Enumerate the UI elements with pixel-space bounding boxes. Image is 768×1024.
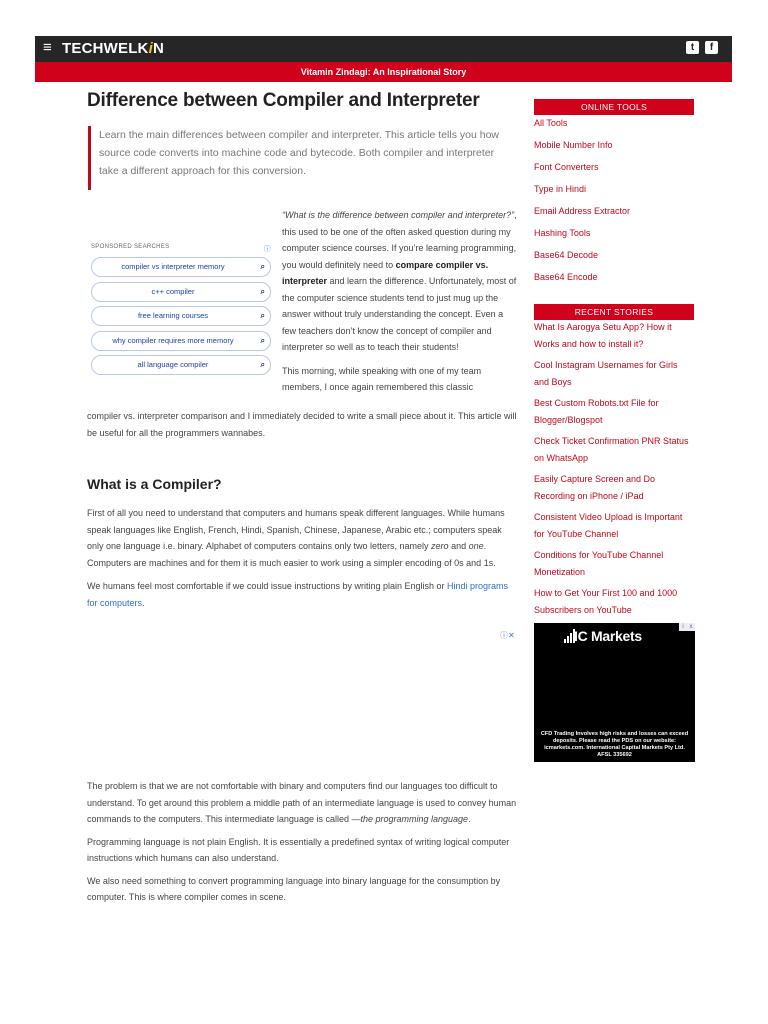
paragraph-start: This morning, while speaking with one of my team members, I once again remembered this classic xyxy=(282,365,482,392)
article-lead: Learn the main differences between compiler and interpreter. This article tells you how source code converts into machine code and bytecode. Both compiler and interpreter take a different approach for this conversion. xyxy=(88,126,509,190)
sidebar-tool-link[interactable]: Mobile Number Info xyxy=(534,140,613,150)
hindi-programs-link[interactable]: Hindi programs for computers xyxy=(87,581,509,608)
text-span: , this used to be one of the often asked question during my computer science courses. If you’re learning programming, you would definitely need to xyxy=(282,210,517,270)
search-icon: ⌕ xyxy=(260,262,265,271)
sidebar-story-link[interactable]: How to Get Your First 100 and 1000 Subscribers on YouTube xyxy=(534,588,678,615)
search-icon: ⌕ xyxy=(260,360,265,369)
sidebar-story-link[interactable]: Conditions for YouTube Channel Monetization xyxy=(534,550,664,577)
sidebar-advertisement[interactable] xyxy=(534,623,695,762)
facebook-icon[interactable]: f xyxy=(705,41,718,54)
ad-controls xyxy=(679,623,695,631)
text-span: . xyxy=(142,597,145,608)
search-icon: ⌕ xyxy=(260,335,265,345)
sidebar-story-link[interactable]: What Is Aarogya Setu App? How it Works and how to install it? xyxy=(534,322,672,349)
twitter-icon[interactable]: t xyxy=(686,41,699,54)
sidebar-story-link[interactable]: Check Ticket Confirmation PNR Status on WhatsApp xyxy=(534,436,689,463)
sponsored-search-label: c++ compiler xyxy=(151,286,195,296)
text-span: and xyxy=(448,541,469,551)
text-span: . xyxy=(468,814,471,824)
recent-stories-heading: RECENT STORIES xyxy=(534,304,694,320)
sponsored-search-item[interactable] xyxy=(91,331,271,351)
sponsored-search-item[interactable] xyxy=(91,282,271,302)
sidebar-tool-link[interactable]: Base64 Decode xyxy=(534,250,599,260)
paragraph xyxy=(87,505,519,571)
section-heading: What is a Compiler? xyxy=(87,476,222,492)
text-span: and learn the difference. Unfortunately, most of the computer science students tend to just mug up the answer without truly understanding the concept. Even a few teachers don’t know the concept of compiler and interpreter so well as to teach their students! xyxy=(282,276,517,352)
sponsored-search-item[interactable] xyxy=(91,355,271,375)
text-span: The problem is that we are not comfortable with binary and computers find our languages too difficult to understand. To get around this problem a middle path of an intermediate language is used to convey human commands to the computers. This intermediate language is called xyxy=(87,781,517,824)
paragraph-continued: compiler vs. interpreter comparison and I immediately decided to write a small piece about it. This article will be useful for all the programmers wannabes. xyxy=(87,411,517,438)
ad-close-icon[interactable]: x xyxy=(687,623,695,631)
italic-text: zero xyxy=(431,541,449,551)
sponsored-search-label: why compiler requires more memory xyxy=(112,335,234,345)
intro-quote: “What is the difference between compiler and interpreter?” xyxy=(282,210,515,220)
bold-text: compare compiler vs. interpreter xyxy=(282,259,489,286)
italic-text: —the programming language xyxy=(351,814,469,824)
sponsored-searches xyxy=(91,244,271,380)
ad-info-icon[interactable]: i xyxy=(679,623,687,631)
social-links xyxy=(686,41,718,54)
logo-accent: i xyxy=(148,40,153,57)
language-section xyxy=(87,778,519,912)
sidebar-tool-link[interactable]: Font Converters xyxy=(534,162,599,172)
site-logo[interactable] xyxy=(62,40,164,58)
site-header xyxy=(35,36,732,62)
hamburger-menu-icon[interactable]: ≡ xyxy=(43,39,52,56)
sponsored-search-label: compiler vs interpreter memory xyxy=(121,262,225,271)
info-icon[interactable]: ⓘ xyxy=(263,246,271,253)
compiler-section xyxy=(87,505,519,618)
article-intro xyxy=(282,207,518,396)
sidebar-tool-link[interactable]: Base64 Encode xyxy=(534,272,598,282)
paragraph: Programming language is not plain English. It is essentially a predefined syntax of writing logical computer instructions which humans can also understand. xyxy=(87,836,510,863)
intro-paragraph xyxy=(282,207,518,356)
sidebar-story-link[interactable]: Easily Capture Screen and Do Recording on iPhone / iPad xyxy=(534,474,656,501)
sidebar-story-link[interactable]: Consistent Video Upload is Important for YouTube Channel xyxy=(534,512,683,539)
online-tools-list xyxy=(534,117,694,293)
text-span: First of all you need to understand that computers and humans speak different languages. While humans speak languages like English, French, Hindi, Spanish, Chinese, Japanese, Arabic etc.; computers speak only one language i.e. binary. Alphabet of computers contains only two letters, namely xyxy=(87,508,505,551)
search-icon: ⌕ xyxy=(260,286,265,296)
announcement-bar-link[interactable]: Vitamin Zindagi: An Inspirational Story xyxy=(35,62,732,82)
sidebar-tool-link[interactable]: Email Address Extractor xyxy=(534,206,631,216)
sidebar-tool-link[interactable]: Type in Hindi xyxy=(534,184,587,194)
italic-text: one xyxy=(468,541,484,551)
paragraph xyxy=(87,778,519,828)
sponsored-label: SPONSORED SEARCHES xyxy=(91,244,170,250)
recent-stories-list xyxy=(534,319,694,623)
sponsored-search-item[interactable] xyxy=(91,306,271,326)
sidebar-tool-link[interactable]: Hashing Tools xyxy=(534,228,591,238)
online-tools-heading: ONLINE TOOLS xyxy=(534,99,694,115)
sponsored-search-label: all language compiler xyxy=(137,360,209,369)
search-icon: ⌕ xyxy=(260,311,265,320)
sponsored-search-item[interactable] xyxy=(91,257,271,277)
ad-choices-icon[interactable]: ⓘ✕ xyxy=(500,631,515,640)
sidebar-tool-link[interactable]: All Tools xyxy=(534,118,568,128)
page-title: Difference between Compiler and Interpreter xyxy=(87,90,480,111)
sidebar-story-link[interactable]: Best Custom Robots.txt File for Blogger/Blogspot xyxy=(534,398,659,425)
sponsored-search-label: free learning courses xyxy=(137,311,209,320)
logo-suffix: N xyxy=(152,40,165,57)
sidebar-story-link[interactable]: Cool Instagram Usernames for Girls and Boys xyxy=(534,360,678,387)
paragraph: We also need something to convert programming language into binary language for the consumption by computer. This is where compiler comes in scene. xyxy=(87,875,501,902)
paragraph xyxy=(87,578,519,611)
ad-brand: IC Markets xyxy=(574,628,642,644)
ad-disclaimer: CFD Trading Involves high risks and losses can exceed deposits. Please read the PDS on our website: icmarkets.com. International Capital Markets Pty Ltd. AFSL 335692 xyxy=(540,731,689,758)
text-span: We humans feel most comfortable if we could issue instructions by writing plain English or xyxy=(87,581,447,591)
logo-prefix: TECHWELK xyxy=(62,40,149,57)
text-span: . Computers are machines and for them it is much easier to work using a simpler encoding of 0s and 1s. xyxy=(87,541,496,568)
